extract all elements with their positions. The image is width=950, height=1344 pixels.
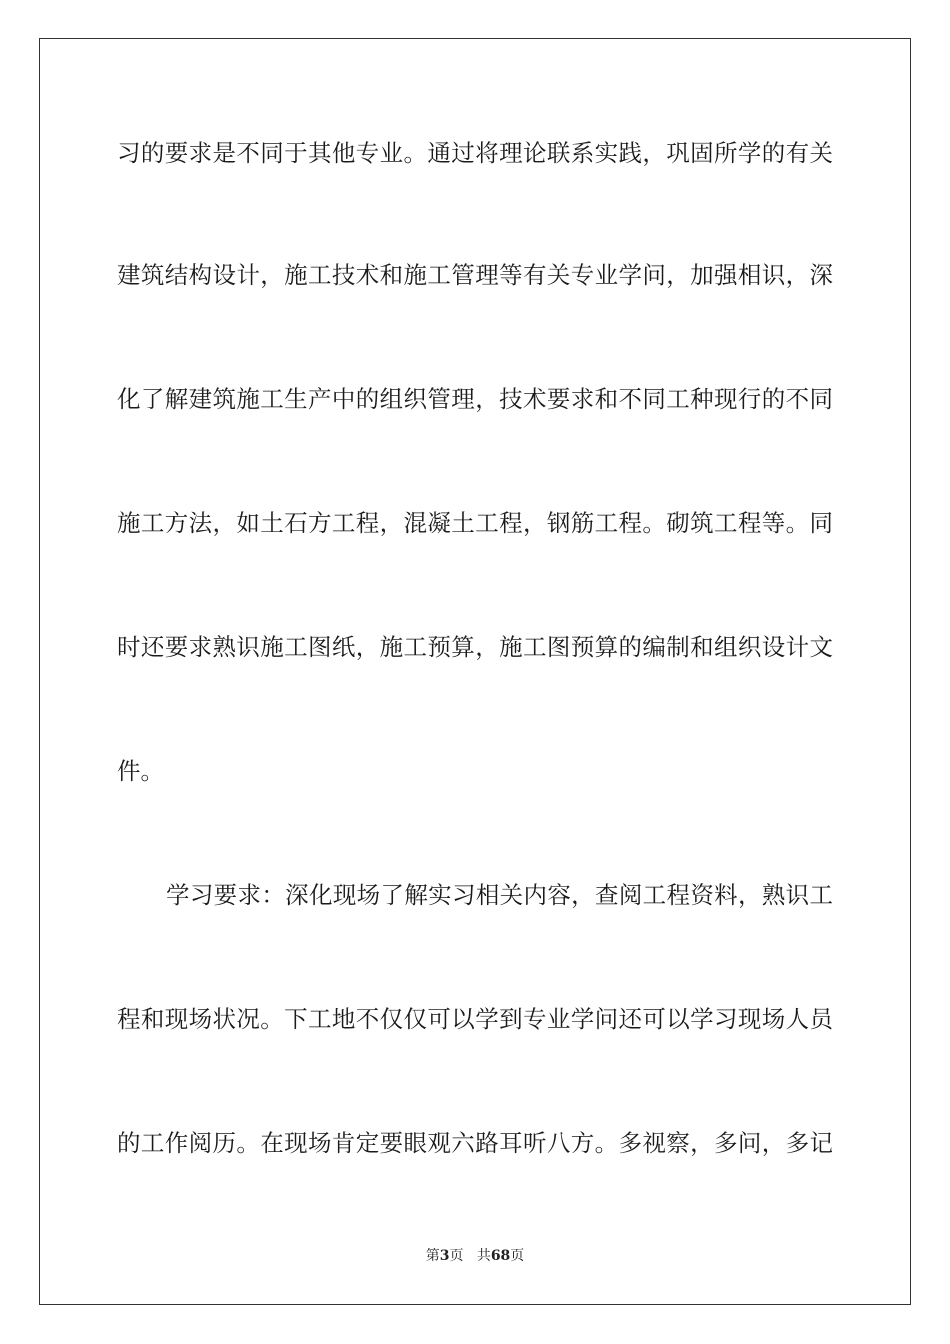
total-pages: 68 — [490, 1248, 511, 1264]
body-text-line-1: 习的要求是不同于其他专业。通过将理论联系实践，巩固所学的有关 — [117, 139, 833, 167]
body-text-line-3: 化了解建筑施工生产中的组织管理，技术要求和不同工种现行的不同 — [117, 385, 833, 413]
page-footer — [0, 1247, 950, 1265]
body-text-line-2: 建筑结构设计，施工技术和施工管理等有关专业学问，加强相识，深 — [117, 261, 833, 289]
page-border — [39, 38, 911, 1305]
body-text-line-9: 的工作阅历。在现场肯定要眼观六路耳听八方。多视察，多问，多记 — [117, 1129, 833, 1157]
page-prefix: 第 — [425, 1248, 440, 1264]
page-number: 3 — [439, 1248, 450, 1264]
body-text-line-4: 施工方法，如土石方工程，混凝土工程，钢筋工程。砌筑工程等。同 — [117, 509, 833, 537]
body-text-line-8: 程和现场状况。下工地不仅仅可以学到专业学问还可以学习现场人员 — [117, 1005, 833, 1033]
total-prefix: 共 — [476, 1248, 491, 1264]
body-text-line-6: 件。 — [117, 757, 164, 785]
body-text-line-7: 学习要求：深化现场了解实习相关内容，查阅工程资料，熟识工 — [166, 881, 833, 909]
page-suffix: 页 — [449, 1248, 464, 1264]
total-suffix: 页 — [510, 1248, 525, 1264]
body-text-line-5: 时还要求熟识施工图纸，施工预算，施工图预算的编制和组织设计文 — [117, 633, 833, 661]
